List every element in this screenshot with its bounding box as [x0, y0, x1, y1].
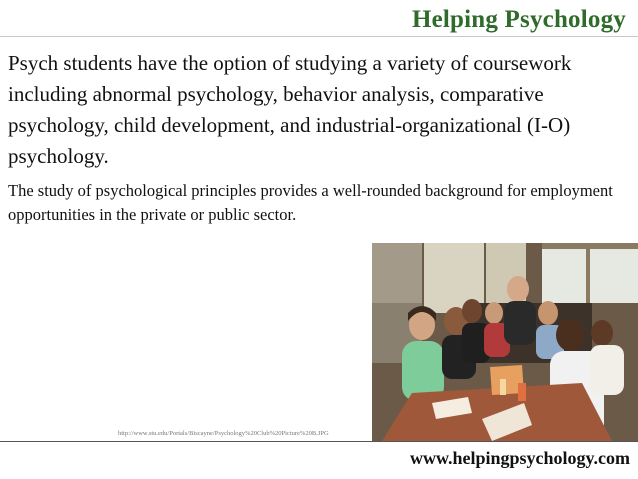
- header-divider: [0, 36, 638, 37]
- brand-title: Helping Psychology: [411, 6, 626, 33]
- footer-divider: [0, 441, 638, 442]
- sub-paragraph: The study of psychological principles provides a well-rounded background for employment opportunities in the private or public sector.: [8, 181, 613, 224]
- website-link[interactable]: www.helpingpsychology.com: [409, 448, 630, 468]
- photo-credit: http://www.stu.edu/Portals/Biscayne/Psychology%20Club%20Picture%20B.JPG: [118, 430, 329, 437]
- group-photo: [372, 243, 638, 441]
- lead-paragraph: Psych students have the option of studying a variety of coursework including abnormal psychology, behavior analysis, comparative psychology, child development, and industrial-organizational (I-O) psychology.: [8, 51, 572, 168]
